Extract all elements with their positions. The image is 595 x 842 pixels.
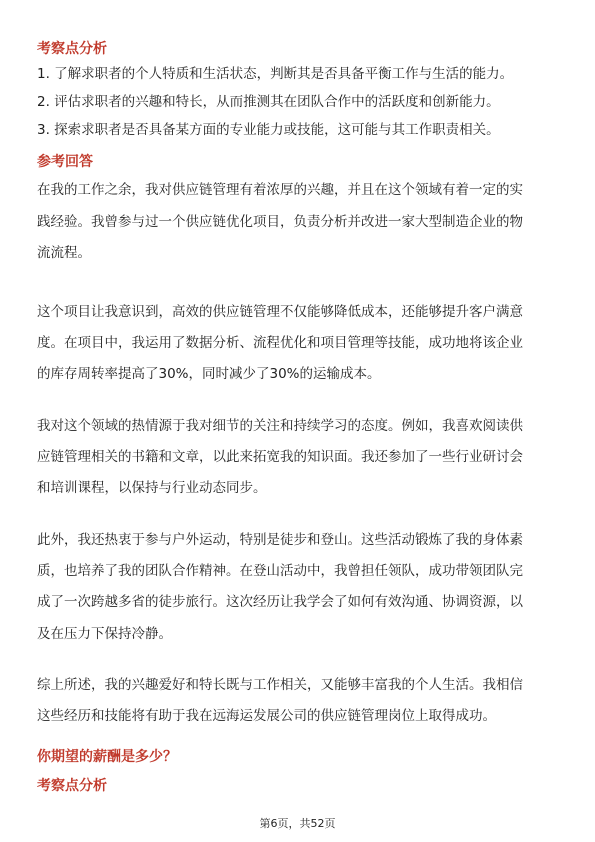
answer-line: 的库存周转率提高了30%，同时减少了30%的运输成本。	[37, 366, 381, 382]
answer-line: 流流程。	[37, 245, 91, 261]
answer-line: 在我的工作之余，我对供应链管理有着浓厚的兴趣，并且在这个领域有着一定的实	[37, 182, 523, 198]
analysis-item-2: 2. 评估求职者的兴趣和特长，从而推测其在团队合作中的活跃度和创新能力。	[37, 94, 500, 110]
answer-line: 质，也培养了我的团队合作精神。在登山活动中，我曾担任领队，成功带领团队完	[37, 563, 523, 579]
answer-line: 成了一次跨越多省的徒步旅行。这次经历让我学会了如何有效沟通、协调资源，以	[37, 594, 523, 610]
answer-line: 这些经历和技能将有助于我在远海运发展公司的供应链管理岗位上取得成功。	[37, 708, 496, 724]
section-heading-analysis-next: 考察点分析	[37, 778, 107, 794]
section-heading-reference-answer: 参考回答	[37, 154, 93, 170]
question-heading: 你期望的薪酬是多少？	[37, 749, 177, 765]
answer-line: 综上所述，我的兴趣爱好和特长既与工作相关，又能够丰富我的个人生活。我相信	[37, 677, 523, 693]
answer-line: 及在压力下保持冷静。	[37, 626, 172, 642]
page-number-footer: 第6页，共52页	[259, 817, 336, 830]
analysis-item-3: 3. 探索求职者是否具备某方面的专业能力或技能，这可能与其工作职责相关。	[37, 122, 500, 138]
answer-line: 践经验。我曾参与过一个供应链优化项目，负责分析并改进一家大型制造企业的物	[37, 214, 523, 230]
answer-line: 我对这个领域的热情源于我对细节的关注和持续学习的态度。例如，我喜欢阅读供	[37, 418, 523, 434]
answer-line: 此外，我还热衷于参与户外运动，特别是徒步和登山。这些活动锻炼了我的身体素	[37, 532, 523, 548]
answer-line: 应链管理相关的书籍和文章，以此来拓宽我的知识面。我还参加了一些行业研讨会	[37, 449, 523, 465]
answer-line: 这个项目让我意识到，高效的供应链管理不仅能够降低成本，还能够提升客户满意	[37, 304, 523, 320]
section-heading-analysis: 考察点分析	[37, 41, 107, 57]
answer-line: 度。在项目中，我运用了数据分析、流程优化和项目管理等技能，成功地将该企业	[37, 335, 523, 351]
analysis-item-1: 1. 了解求职者的个人特质和生活状态，判断其是否具备平衡工作与生活的能力。	[37, 66, 514, 82]
answer-line: 和培训课程，以保持与行业动态同步。	[37, 480, 267, 496]
